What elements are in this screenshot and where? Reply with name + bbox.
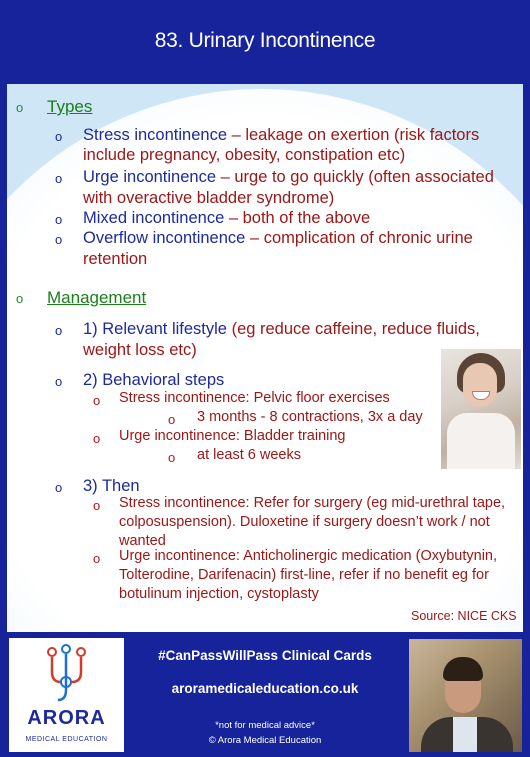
presenter-photo <box>409 639 522 752</box>
smiling-woman-photo <box>441 349 521 469</box>
sub-bullet: o <box>93 431 101 446</box>
list-bullet: o <box>55 323 63 338</box>
footer-hashtag: #CanPassWillPass Clinical Cards <box>158 648 372 663</box>
sub-bullet: o <box>93 551 101 566</box>
logo-subtitle: MEDICAL EDUCATION <box>25 736 108 743</box>
types-bullet: o <box>16 100 24 115</box>
types-item-urge <box>83 167 494 187</box>
step3-stress-line2: colposuspension). Duloxetine if surgery doesn’t work / not <box>119 514 490 530</box>
list-bullet: o <box>55 232 63 247</box>
footer-website[interactable]: aroramedicaleducation.co.uk <box>171 681 359 696</box>
sub-bullet: o <box>93 498 101 513</box>
card-title: 83. Urinary Incontinence <box>154 29 376 52</box>
types-item-stress <box>83 125 479 145</box>
step3-urge-line1: Urge incontinence: Anticholinergic medication (Oxybutynin, <box>119 548 498 564</box>
list-bullet: o <box>55 374 63 389</box>
step2-stress-detail: 3 months - 8 contractions, 3x a day <box>197 409 423 425</box>
list-bullet: o <box>55 212 63 227</box>
types-heading: Types <box>47 97 93 116</box>
term: Mixed incontinence <box>83 209 225 227</box>
management-step1 <box>83 319 480 339</box>
logo-name: ARORA <box>27 707 106 729</box>
step3-urge-line2: Tolterodine, Darifenacin) first-line, refer if no benefit eg for <box>119 567 489 583</box>
sub-sub-bullet: o <box>168 412 176 427</box>
step-label: 1) Relevant lifestyle <box>83 320 227 338</box>
term: Stress incontinence <box>83 126 227 144</box>
step-description: (eg reduce caffeine, reduce fluids, <box>226 320 480 338</box>
step2-stress: Stress incontinence: Pelvic floor exercises <box>119 390 390 406</box>
sub-sub-bullet: o <box>168 450 176 465</box>
footer-disclaimer: *not for medical advice* <box>215 720 315 731</box>
step3-stress-line3: wanted <box>119 533 166 549</box>
management-heading: Management <box>47 288 147 307</box>
management-step2 <box>83 370 224 390</box>
term-description: – urge to go quickly (often associated <box>216 168 494 186</box>
step-label: 2) Behavioral steps <box>83 371 225 389</box>
arora-logo-icon <box>9 638 124 708</box>
types-item-mixed <box>83 208 370 228</box>
management-step1-line2: weight loss etc) <box>83 341 197 359</box>
hair-shape <box>443 657 483 681</box>
list-bullet: o <box>55 171 63 186</box>
list-bullet: o <box>55 480 63 495</box>
footer-copyright: © Arora Medical Education <box>208 735 322 746</box>
step2-urge: Urge incontinence: Bladder training <box>119 428 346 444</box>
step3-urge-line3: botulinum injection, cystoplasty <box>119 586 319 602</box>
term-description: – leakage on exertion (risk factors <box>227 126 480 144</box>
source-note: Source: NICE CKS <box>411 609 517 623</box>
face-shape <box>463 363 497 407</box>
term-description: – complication of chronic urine <box>245 229 473 247</box>
types-item-urge-line2: with overactive bladder syndrome) <box>83 189 335 207</box>
shirt-shape <box>453 717 477 752</box>
list-bullet: o <box>55 129 63 144</box>
arora-logo <box>9 638 124 752</box>
types-item-overflow <box>83 228 473 248</box>
step3-stress-line1: Stress incontinence: Refer for surgery (eg mid-urethral tape, <box>119 495 506 511</box>
term: Overflow incontinence <box>83 229 246 247</box>
term: Urge incontinence <box>83 168 216 186</box>
management-step3 <box>83 476 140 496</box>
term-description: – both of the above <box>224 209 371 227</box>
sub-bullet: o <box>93 393 101 408</box>
management-bullet: o <box>16 291 24 306</box>
types-item-stress-line2: include pregnancy, obesity, constipation etc) <box>83 146 406 164</box>
types-item-overflow-line2: retention <box>83 250 148 268</box>
step2-urge-detail: at least 6 weeks <box>197 447 301 463</box>
scarf-shape <box>447 413 515 469</box>
step-label: 3) Then <box>83 477 140 495</box>
